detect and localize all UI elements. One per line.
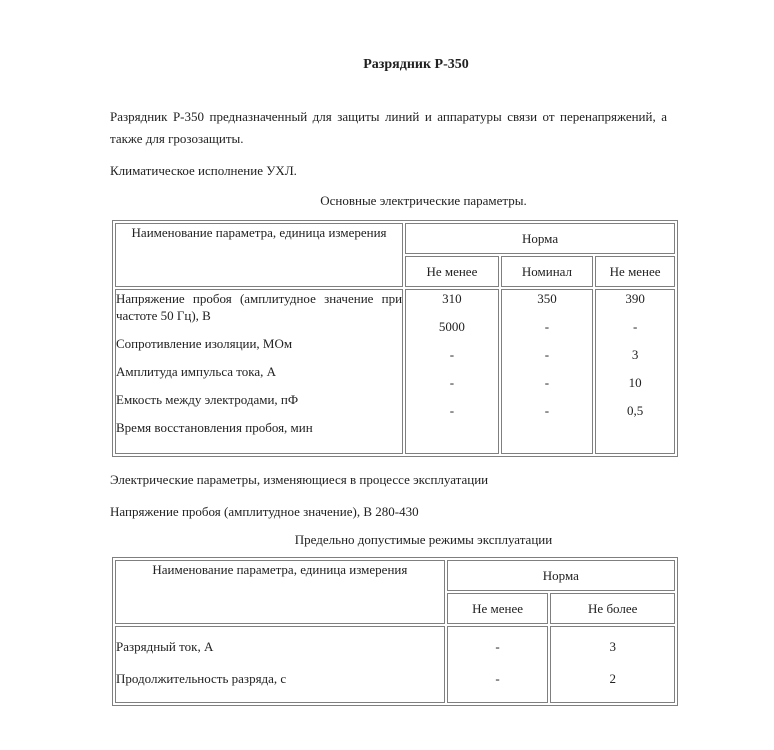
param-value: - [544, 347, 550, 362]
document-content [110, 57, 667, 706]
table1-values-ne-menee-1-cell [405, 289, 499, 454]
param-value: - [449, 347, 455, 362]
param-value: 390 [625, 291, 645, 306]
param-value: - [495, 671, 500, 686]
main-params-caption: Основные электрические параметры. [320, 193, 527, 208]
table2-subheader-ne-menee: Не менее [447, 593, 549, 624]
param-name: Емкость между электродами, пФ [116, 392, 299, 407]
page-title: Разрядник Р-350 [363, 57, 469, 72]
param-value: - [632, 319, 638, 334]
climate-paragraph: Климатическое исполнение УХЛ. [110, 163, 297, 178]
table1-name-header-cell: Наименование параметра, единица измерения [115, 223, 403, 287]
param-value: - [495, 639, 500, 654]
param-name: Амплитуда импульса тока, А [116, 364, 277, 379]
table1-body-row [115, 289, 675, 454]
param-value: 0,5 [626, 403, 644, 418]
param-name: Время восстановления пробоя, мин [116, 420, 313, 435]
table1-values-ne-menee-2-cell [595, 289, 675, 454]
table2-name-header-cell: Наименование параметра, единица измерения [115, 560, 445, 624]
param-value: - [449, 403, 455, 418]
table2-norma-header-cell: Норма [447, 560, 675, 591]
table2-subheader-ne-bolee: Не более [550, 593, 675, 624]
table1-values-nominal-cell [501, 289, 594, 454]
operation-params-paragraph: Электрические параметры, изменяющиеся в процессе эксплуатации [110, 472, 489, 487]
param-name: Сопротивление изоляции, МОм [116, 336, 293, 351]
param-value: 10 [628, 375, 642, 390]
param-name: Продолжительность разряда, с [116, 671, 287, 686]
param-value: - [544, 375, 550, 390]
table1-subheader-ne-menee-2: Не менее [595, 256, 675, 287]
table2-param-names-cell [115, 626, 445, 703]
main-params-table [112, 220, 678, 457]
table1-subheader-nominal: Номинал [501, 256, 594, 287]
param-name: Разрядный ток, А [116, 639, 214, 654]
limit-modes-table [112, 557, 678, 706]
param-value: 3 [609, 639, 616, 654]
table2-values-ne-bolee-cell [550, 626, 675, 703]
limits-caption: Предельно допустимые режимы эксплуатации [294, 532, 553, 547]
table1-header-row-1 [115, 223, 675, 254]
param-value: 310 [442, 291, 462, 306]
table2-header-row-1 [115, 560, 675, 591]
param-value: 3 [631, 347, 639, 362]
param-value: - [544, 319, 550, 334]
table2-values-ne-menee-cell [447, 626, 549, 703]
table1-subheader-ne-menee-1: Не менее [405, 256, 499, 287]
param-value: - [544, 403, 550, 418]
param-value: - [449, 375, 455, 390]
param-value: 5000 [438, 319, 465, 334]
param-value: 2 [609, 671, 616, 686]
param-value: 350 [537, 291, 557, 306]
table1-norma-header-cell: Норма [405, 223, 675, 254]
table1-param-names-cell [115, 289, 403, 454]
param-name: Напряжение пробоя (амплитудное значение при частоте 50 Гц), В [116, 291, 403, 323]
table2-body-row [115, 626, 675, 703]
intro-paragraph: Разрядник Р-350 предназначенный для защиты линий и аппаратуры связи от перенапряжений, а также для грозозащиты. [110, 109, 667, 146]
breakdown-voltage-paragraph: Напряжение пробоя (амплитудное значение), В 280-430 [110, 504, 419, 519]
